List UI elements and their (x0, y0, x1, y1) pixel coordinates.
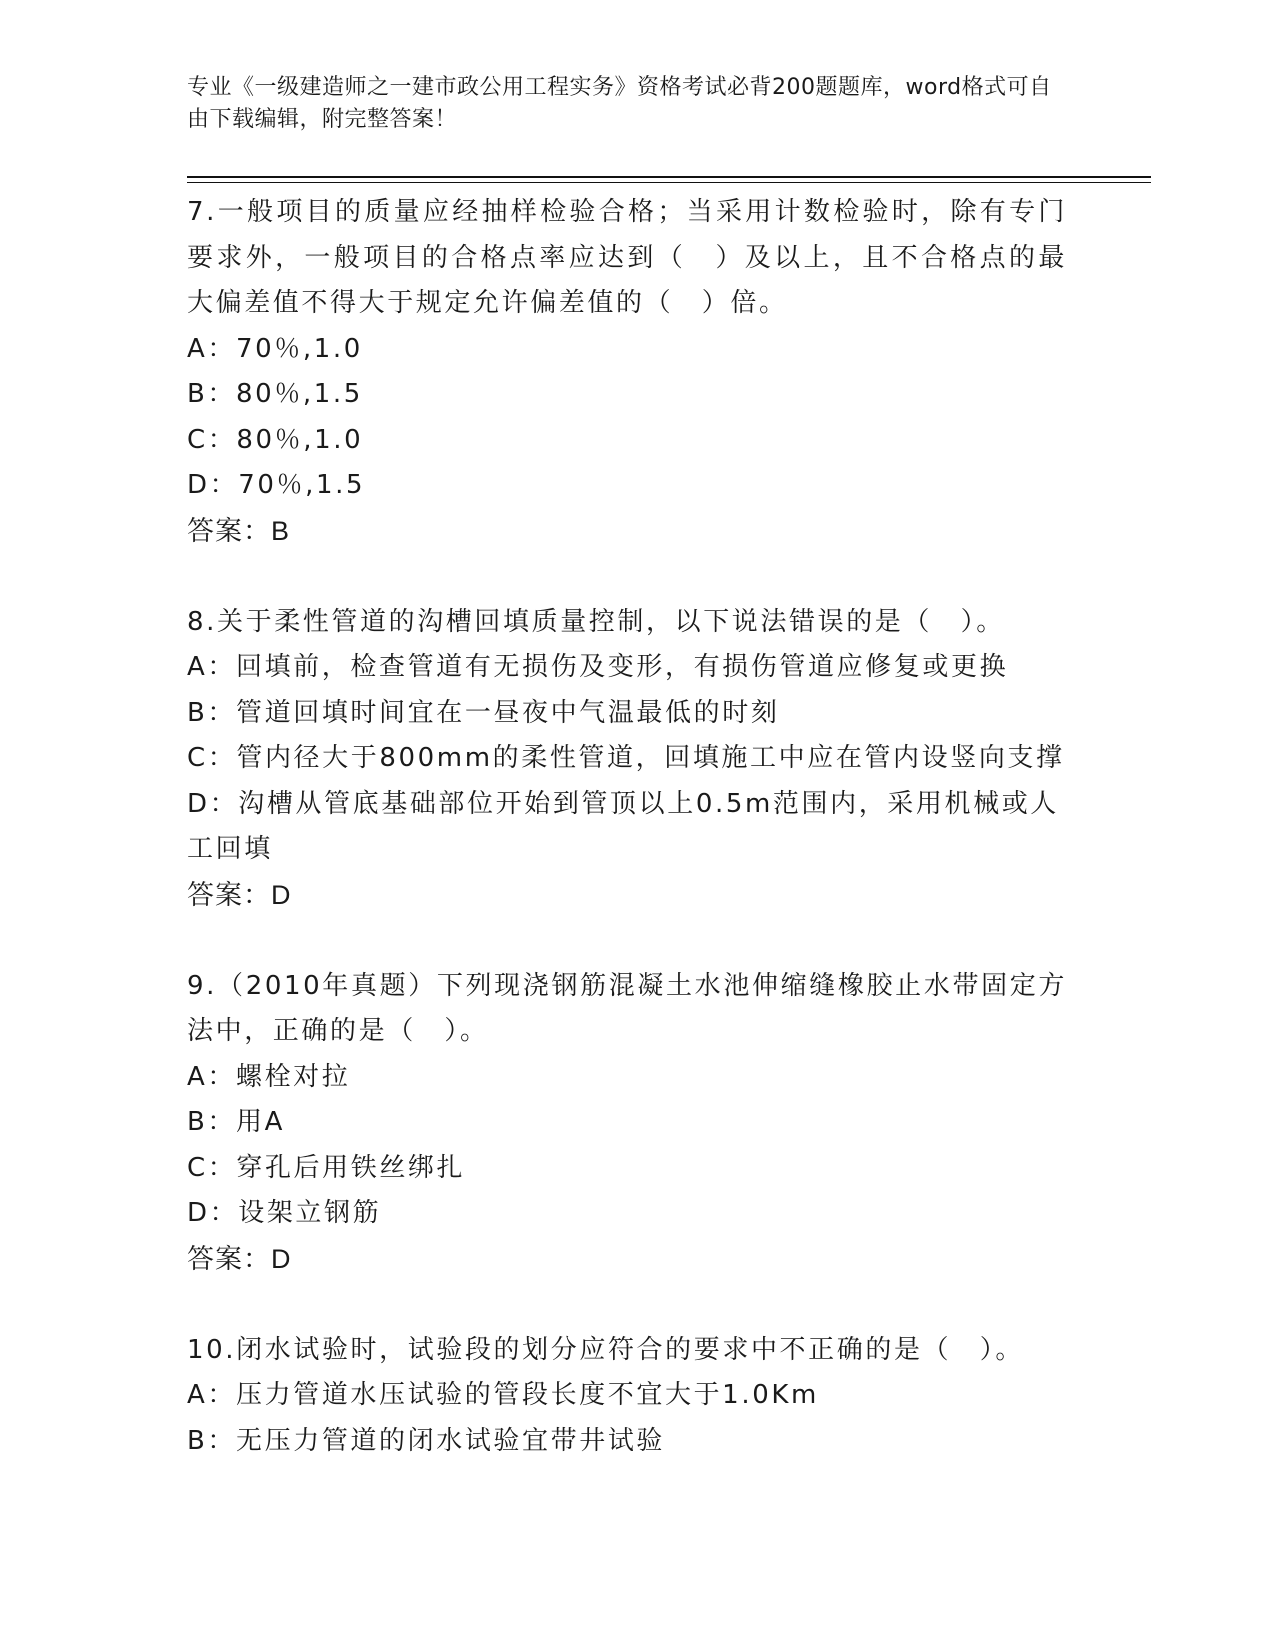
option-d: D：设架立钢筋 (187, 1198, 382, 1228)
answer: 答案：D (187, 1243, 292, 1274)
option-c: C：80％,1.0 (187, 424, 364, 455)
question-stem: 8.关于柔性管道的沟槽回填质量控制，以下说法错误的是（ ）。 (187, 606, 1005, 637)
question-stem: 7.一般项目的质量应经抽样检验合格；当采用计数检验时，除有专门要求外，一般项目的合格点率应达到（ ）及以上，且不合格点的最大偏差值不得大于规定允许偏差值的（ ）倍。 (187, 197, 1067, 318)
answer: 答案：D (187, 879, 292, 910)
document-header: 专业《一级建造师之一建市政公用工程实务》资格考试必背200题题库，word格式可自由下载编辑，附完整答案！ (187, 75, 1052, 132)
header-rule-thin (187, 182, 1151, 183)
option-b: B：管道回填时间宜在一昼夜中气温最低的时刻 (187, 697, 780, 728)
option-b: B：用A (187, 1107, 286, 1137)
header-rule-thick (187, 176, 1151, 178)
question-stem: 9.（2010年真题）下列现浇钢筋混凝土水池伸缩缝橡胶止水带固定方法中，正确的是（ ）。 (187, 970, 1067, 1046)
option-a: A：压力管道水压试验的管段长度不宜大于1.0Km (187, 1380, 819, 1410)
option-c: C：管内径大于800mm的柔性管道，回填施工中应在管内设竖向支撑 (187, 743, 1065, 773)
option-d: D：沟槽从管底基础部位开始到管顶以上0.5m范围内，采用机械或人工回填 (187, 788, 1059, 864)
question-8 (187, 600, 1067, 919)
question-7 (187, 190, 1067, 554)
option-d: D：70％,1.5 (187, 470, 366, 500)
option-a: A：螺栓对拉 (187, 1061, 351, 1092)
option-a: A：回填前，检查管道有无损伤及变形，有损伤管道应修复或更换 (187, 652, 1009, 682)
option-a: A：70％,1.0 (187, 333, 363, 364)
question-9 (187, 964, 1067, 1283)
question-list (187, 190, 1067, 1510)
answer: 答案：B (187, 515, 291, 546)
question-stem: 10.闭水试验时，试验段的划分应符合的要求中不正确的是（ ）。 (187, 1334, 1024, 1365)
option-c: C：穿孔后用铁丝绑扎 (187, 1152, 466, 1183)
option-b: B：80％,1.5 (187, 379, 363, 409)
option-b: B：无压力管道的闭水试验宜带井试验 (187, 1425, 666, 1456)
question-10 (187, 1328, 1067, 1465)
